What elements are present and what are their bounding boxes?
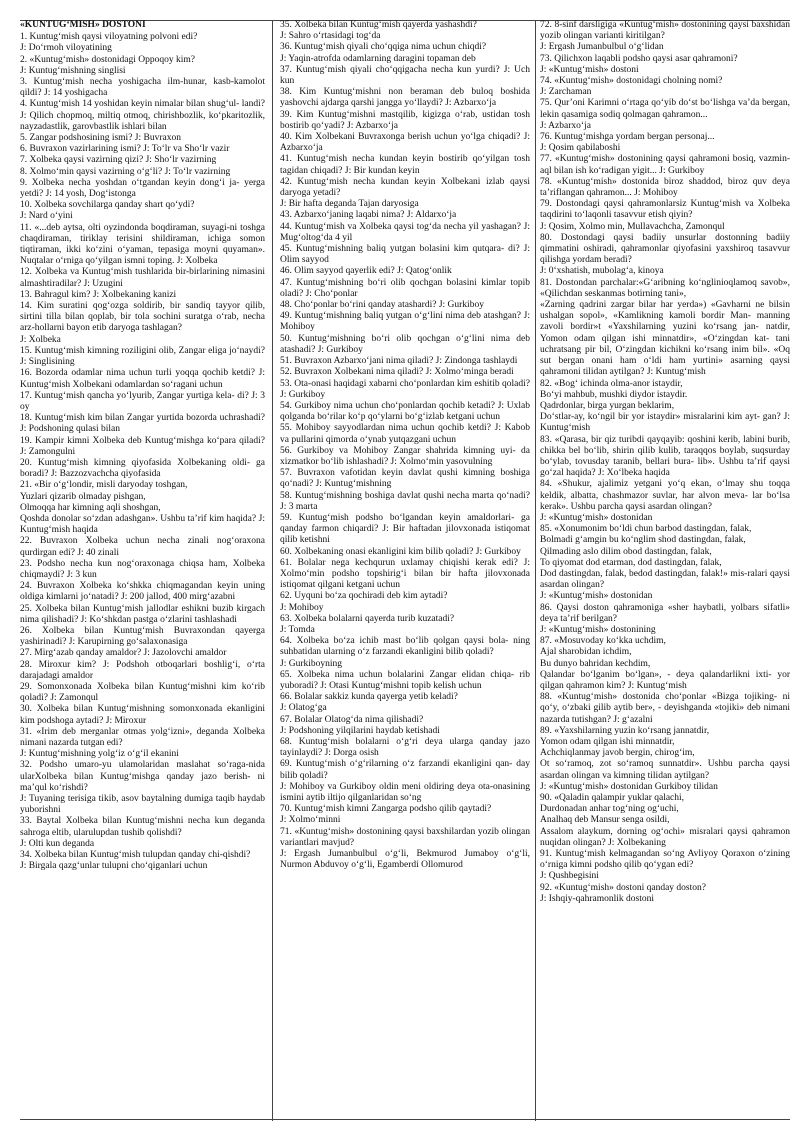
text-line: 4. Kuntug‘mish 14 yoshidan keyin nimalar bilan shug‘ul- landi? J: Qilich chopmoq, miltiq otmoq, chirishbozlik, ko‘pkaritozlik, nayzadastlik, garovbastlik ishlari bilan — [20, 99, 265, 132]
text-line: Qalandar bo‘lganim bo‘lgan», - deya qalandarlikni ixti- yor qilgan qahramon kim? J: Kuntug‘mish — [540, 669, 790, 691]
text-line: 12. Xolbeka va Kuntug‘mish tushlarida bir-birlarining nimasini almashtiradilar? J: Uzugini — [20, 267, 265, 289]
text-line: 22. Buvraxon Xolbeka uchun necha zinali nog‘oraxona qurdirgan edi? J: 40 zinali — [20, 536, 265, 558]
text-line: 1. Kuntug‘mish qaysi viloyatning polvoni edi? — [20, 32, 198, 43]
text-line: Do‘stlar-ay, ko‘ngil bir yor istaydir» misralarini kim ayt- gan? J: Kuntug‘mish — [540, 412, 790, 434]
text-line: 20. Kuntug‘mish kimning qiyofasida Xolbekaning oldi- ga boradi? J: Bazzozvachcha qiyofasida — [20, 457, 265, 480]
text-line: 90. «Qaladin qalampir yuklar qalachi, — [540, 793, 685, 804]
text-line: 59. Kuntug‘mish podsho bo‘lgandan keyin amaldorlari- ga qanday farmon chiqardi? J: Bir haftadan jilovxonada istiqomat qilib ketishni — [280, 512, 530, 546]
text-line: 31. «Irim deb merganlar otmas yolg‘izni», deganda Xolbeka nimani nazarda tutgan edi? — [20, 726, 265, 748]
text-line: Yuzlari qizarib olmaday pishgan, — [20, 491, 146, 502]
text-line: 67. Bolalar Olatog‘da nima qilishadi? — [280, 714, 424, 725]
text-line: 52. Buvraxon Xolbekani nima qiladi? J: Xolmo‘minga beradi — [280, 367, 514, 378]
text-line: Qilmading aslo dilim obod dastingdan, falak, — [540, 546, 712, 557]
text-line: 75. Qur’oni Karimni o‘rtaga qo‘yib do‘st bo‘lishga va’da bergan, lekin qasamiga sodiq qolmagan qahramon... — [540, 98, 790, 120]
text-line: J: Sahro o‘rtasidagi tog‘da — [280, 31, 381, 42]
text-line: 37. Kuntug‘mish qiyali cho‘qqigacha necha kun yurdi? J: Uch kun — [280, 64, 530, 87]
text-line: J: Azbarxo‘ja — [540, 120, 591, 131]
text-line: 69. Kuntug‘mish o‘g‘rilarning o‘z farzandi ekanligini qan- day bilib qoladi? — [280, 759, 530, 781]
text-line: 54. Gurkiboy nima uchun cho‘ponlardan qochib ketadi? J: Uxlab qolganda bo‘rilar ko‘p qo‘ylarni bo‘g‘izlab ketgani uchun — [280, 400, 530, 423]
text-line: 23. Podsho necha kun nog‘oraxonaga chiqsa ham, Xolbeka chiqmaydi? J: 3 kun — [20, 558, 265, 580]
text-line: 55. Mohiboy sayyodlardan nima uchun qochib ketdi? J: Kabob va pullarini qimorda o‘ynab yutqazgani uchun — [280, 423, 530, 445]
text-line: J: Yaqin-atrofda odamlarning daragini topaman deb — [280, 53, 476, 64]
text-line: To qiyomat dod etarman, dod dastingdan, falak, — [540, 557, 722, 568]
text-line: J: Xolmo‘minni — [280, 815, 341, 826]
text-line: 33. Baytal Xolbeka bilan Kuntug‘mishni necha kun deganda sahroga eltib, ularulupdan tushib qolishdi? — [20, 816, 265, 838]
text-line: 88. «Kuntug‘mish» dostonida cho‘ponlar «Bizga tojiking- ni qo‘y, o‘zbaki gilib aytib ber», - deyishganda «tojiki» deb nimani nazarda tutishgan? J: g‘azalni — [540, 692, 790, 725]
text-line: Ajal sharobidan ichdim, — [540, 647, 632, 658]
text-line: 80. Dostondagi qaysi badiiy unsurlar dostonning badiiy qimmatini oshiradi, qahramonlar qiyofasini yaxshiroq tasavvur qilishga yordam beradi? — [540, 232, 790, 266]
text-line: 3. Kuntug‘mish necha yoshigacha ilm-hunar, kasb-kamolot qildi? J: 14 yoshigacha — [20, 77, 265, 99]
text-line: 40. Kim Xolbekani Buvraxonga berish uchun yo‘lga chiqadi? J: Azbarxo‘ja — [280, 132, 530, 154]
text-line: 78. «Kuntug‘mish» dostonida biroz shaddod, biroz quv deya ta’riflangan qahramon... J: Mohiboy — [540, 176, 790, 199]
text-line: 43. Azbarxo‘janing laqabi nima? J: Aldarxo‘ja — [280, 210, 457, 221]
text-line: 15. Kuntug‘mish kimning roziligini olib, Zangar eliga jo‘naydi? J: Singlisining — [20, 345, 265, 368]
text-line: 10. Xolbeka sovchilarga qanday shart qo‘ydi? — [20, 200, 195, 211]
text-line: J: Mohiboy — [280, 602, 324, 613]
text-line: Achchiqlanmay javob bergin, chirog‘im, — [540, 748, 695, 759]
text-line: 50. Kuntug‘mishning bo‘ri olib qochgan o‘g‘lini nima deb atashadi? J: Gurkiboy — [280, 333, 530, 355]
text-line: 62. Uyquni bo‘za qochiradi deb kim aytadi? — [280, 591, 448, 602]
text-line: J: Do‘rmoh viloyatining — [20, 43, 112, 54]
text-line: 58. Kuntug‘mishning boshiga davlat qushi necha marta qo‘nadi? J: 3 marta — [280, 490, 530, 512]
text-line: J: Kuntug‘mishning singlisi — [20, 65, 126, 76]
text-line: 24. Buvraxon Xolbeka ko‘shkka chiqmagandan keyin uning oldiga kimlarni jo‘natadi? J: 200 jallod, 400 mirg‘azabni — [20, 581, 265, 603]
text-line: J: Xolbeka — [20, 334, 61, 345]
text-line: 41. Kuntug‘mish necha kundan keyin bostirib qo‘yilgan tosh tagidan chiqadi? J: Bir kundan keyin — [280, 154, 530, 176]
text-line: 51. Buvraxon Azbarxo‘jani nima qiladi? J: Zindonga tashlaydi — [280, 356, 518, 367]
text-line: 92. «Kuntug‘mish» dostoni qanday doston? — [540, 882, 706, 893]
text-line: Bolmadi g‘amgin bu ko‘nglim shod dastingdan, falak, — [540, 535, 746, 546]
text-line: J: Tomda — [280, 624, 315, 635]
text-line: Bo‘yi mahbub, mushki diydor istaydir. — [540, 389, 688, 400]
text-line: J: Bir hafta deganda Tajan daryosiga — [280, 199, 419, 210]
text-line: 49. Kuntug‘mishning baliq yutgan o‘g‘lini nima deb atashgan? J: Mohiboy — [280, 311, 530, 333]
text-line: Assalom alaykum, dorning og‘ochi» misralari qaysi qahramon nuqidan olingan? J: Xolbekaning — [540, 826, 790, 848]
text-line: J: Gurkiboyning — [280, 658, 343, 669]
text-line: J: Qosim qabilaboshi — [540, 143, 621, 154]
text-line: 42. Kuntug‘mish necha kundan keyin Xolbekani izlab qaysi daryoga yetadi? — [280, 176, 530, 199]
text-line: 85. «Xonumonim bo‘ldi chun barbod dastingdan, falak, — [540, 524, 752, 535]
text-line: J: Qosim, Xolmo min, Mullavachcha, Zamonqul — [540, 221, 725, 232]
column-2-lines — [280, 20, 530, 871]
text-line: J: «Kuntug‘mish» dostoni — [540, 64, 639, 75]
column-3-lines — [540, 20, 790, 905]
text-line: 64. Xolbeka bo‘za ichib mast bo‘lib qolgan qaysi bola- ning suhbatidan ularning o‘z farzandi ekanligini bilib qoladi? — [280, 636, 530, 658]
text-line: 81. Dostondan parchalar:«G‘aribning ko‘nglinioqlamoq savob», «Qilichdan seskanmas botirning tani», — [540, 277, 790, 299]
text-line: 79. Dostondagi qaysi qahramonlarsiz Kuntug‘mish va Xolbeka taqdirini to‘laqonli tasavvur etish qiyin? — [540, 199, 790, 221]
text-line: 35. Xolbeka bilan Kuntug‘mish qayerda yashashdi? — [280, 20, 477, 30]
text-line: 87. «Mosuvoday ko‘kka uchdim, — [540, 636, 666, 647]
column-1 — [20, 20, 265, 1121]
text-line: 32. Podsho umaro-yu ulamolaridan maslahat so‘raga-nida ularXolbeka bilan Kuntug‘mishga qanday jazo berish- ni ma’qul ko‘rishdi? — [20, 760, 265, 793]
column-2 — [280, 20, 530, 1121]
text-line: J: Podshoning yilqilarini haydab ketishadi — [280, 725, 440, 736]
text-line: 82. «Bog‘ ichinda olma-anor istaydir, — [540, 378, 683, 389]
text-line: 86. Qaysi doston qahramoniga «sher haybatli, yolbars sifatli» deya ta’rif berilgan? — [540, 602, 790, 624]
text-line: 91. Kuntug‘mish kelmagandan so‘ng Avliyoy Qoraxon o‘zining o‘rniga kimni podsho qilib qo‘ygan edi? — [540, 849, 790, 871]
text-line: 73. Qilichxon laqabli podsho qaysi asar qahramoni? — [540, 53, 738, 64]
text-line: 56. Gurkiboy va Mohiboy Zangar shahrida kimning uyi- da xizmatkor bo‘lib ishlashadi? J: Xolmo‘min yasovulning — [280, 445, 530, 467]
text-line: 11. «...deb aytsa, olti oyzindonda boqdiraman, suyagi-ni toshga chaqdiraman, tiriklay terisini shildiraman, ichiga somon tiqtiraman, ikki ko‘zini o‘yaman, tepasiga moyni quyaman». Nuqtalar o‘rniga qo‘yilgan ismni toping. J: Xolbeka — [20, 222, 265, 267]
text-line: J: Birgala qazg‘unlar tulupni cho‘qiganlari uchun — [20, 861, 208, 872]
text-line: 83. «Qarasa, bir qiz turibdi qayqayib: qoshini kerib, labini burib, chikka bel bo‘lib, shirin qilib kulib, taraqqos boylab, suqsurday bo‘ylab, tovusday taranib, bellari bura- lib». Ushbu ta’rif qaysi go‘zal haqida? J: Xo‘lbeka haqida — [540, 434, 790, 479]
text-line: Durdonadan anhar tog‘ning og‘uchi, — [540, 804, 679, 815]
text-line: J: «Kuntug‘mish» dostonidan Gurkiboy tilidan — [540, 781, 718, 792]
text-line: 89. «Yaxshilarning yuzin ko‘rsang jannatdir, — [540, 725, 710, 736]
text-line: 34. Xolbeka bilan Kuntug‘mish tulupdan qanday chi-qishdi? — [20, 850, 251, 861]
text-line: 46. Olim sayyod qayerlik edi? J: Qatog‘onlik — [280, 266, 452, 277]
text-line: 39. Kim Kuntug‘mishni mastqilib, kigizga o‘rab, ustidan tosh bostirib qo‘yadi? J: Azbarxo‘ja — [280, 109, 530, 131]
column-divider-2 — [535, 20, 536, 1121]
text-line: 60. Xolbekaning onasi ekanligini kim bilib qoladi? J: Gurkiboy — [280, 546, 521, 557]
text-line: 65. Xolbeka nima uchun bolalarini Zangar elidan chiqa- rib yuboradi? J: Otasi Kuntug‘mishni topib kelish uchun — [280, 669, 530, 691]
text-line: 53. Ota-onasi haqidagi xabarni cho‘ponlardan kim eshitib qoladi? J: Gurkiboy — [280, 378, 530, 400]
text-line: 25. Xolbeka bilan Kuntug‘mish jallodlar eshikni buzib kirgach nima qilishadi? J: Ko‘shkdan pastga o‘zlarini tashlashadi — [20, 603, 265, 625]
text-line: 74. «Kuntug‘mish» dostonidagi cholning nomi? — [540, 76, 723, 87]
text-line: J: Nard o‘yini — [20, 211, 73, 222]
text-line: 71. «Kuntug‘mish» dostonining qaysi baxshilardan yozib olingan variantlari mavjud? — [280, 826, 530, 848]
column-1-lines — [20, 32, 265, 872]
text-line: 72. 8-sinf darsligiga «Kuntug‘mish» dostonining qaysi baxshidan yozib olingan varianti kiritilgan? — [540, 20, 790, 42]
text-line: 77. «Kuntug‘mish» dostonining qaysi qahramoni bosiq, vazmin-aql bilan ish ko‘radigan yigit... J: Gurkiboy — [540, 154, 790, 176]
text-line: 84. «Shukur, ajalimiz yetgani yo‘q ekan, o‘lmay shu toqqa keldik, albatta, chashmazor suvlar, har alvon meva- lar bo‘lsa kerak». Ushbu parcha qaysi asardan olingan? — [540, 479, 790, 512]
text-line: 76. Kuntug‘mishga yordam bergan personaj... — [540, 132, 715, 143]
text-line: 9. Xolbeka necha yoshdan o‘tgandan keyin dong‘i ja- yerga yetdi? J: 14 yosh, Dog‘istonga — [20, 177, 265, 200]
text-line: Yomon odam qilgan ishi minnatdir, — [540, 737, 675, 747]
text-line: 21. «Bir o‘g‘londir, misli daryoday toshgan, — [20, 480, 188, 491]
text-line: Olmoqqa har kimning aqli shoshgan, — [20, 502, 161, 513]
text-line: 17. Kuntug‘mish qancha yo‘lyurib, Zangar yurtiga kela- di? J: 3 oy — [20, 390, 265, 412]
text-line: 30. Xolbeka bilan Kuntug‘mishning somonxonada ekanligini kim podshoga aytadi? J: Miroxur — [20, 704, 265, 726]
text-line: 16. Bozorda odamlar nima uchun turli yoqqa qochib ketdi? J: Kuntug‘mish Xolbekani odamlardan so‘ragani uchun — [20, 368, 265, 390]
text-line: 5. Zangar podshosining ismi? J: Buvraxon — [20, 133, 181, 144]
text-line: 6. Buvraxon vazirlarining ismi? J: To‘lr va Sho‘lr vazir — [20, 144, 230, 155]
text-line: 18. Kuntug‘mish kim bilan Zangar yurtida bozorda uchrashadi? J: Podshoning qulasi bilan — [20, 413, 265, 435]
text-line: 36. Kuntug‘mish qiyali cho‘qqiga nima uchun chiqdi? — [280, 42, 487, 53]
text-line: «Zarning qadrini zargar bilar har yerda») «Gavharni ne bilsin ushalgan sopol», «Kamlikning kamoli bordir Man- manning zavoli bordir»t «Yaxshilarning yuzini ko‘rsang jan- natdir, Yomon odam qilgan ishi minnatdir», «O‘zingdan kat- tani uchratsang pir bil, O‘zingdan kichikni ko‘rsang inim bil». «Oq sut bergan onani ham o‘ldi ham yurtini» asarning qaysi qahramoni tilidan aytilgan? J: Kuntug‘mish — [540, 300, 790, 378]
document-title: «KUNTUG‘MISH» DOSTONI — [20, 20, 146, 30]
text-line: Ot so‘ramoq, zot so‘ramoq sunnatdir». Ushbu parcha qaysi asardan olingan va kimning tilidan aytilgan? — [540, 759, 790, 781]
text-line: 66. Bolalar sakkiz kunda qayerga yetib keladi? — [280, 692, 458, 703]
column-3 — [540, 20, 790, 1121]
text-line: 63. Xolbeka bolalarni qayerda turib kuzatadi? — [280, 613, 455, 624]
text-line: 61. Bolalar nega kechqurun uxlamay chiqishi kerak edi? J: Xolmo‘min podsho topshirig‘i bilan bir hafta jilovxonada istiqomat qilgani ketgani uchun — [280, 557, 530, 591]
text-line: 47. Kuntug‘mishning bo‘ri olib qochgan bolasini kimlar topib oladi? J: Cho‘ponlar — [280, 277, 530, 299]
text-line: J: «Kuntug‘mish» dostonidan — [540, 512, 653, 523]
text-line: 8. Xolmo‘min qaysi vazirning o‘g‘li? J: To‘lr vazirning — [20, 166, 231, 177]
text-line: J: Olti kun deganda — [20, 838, 95, 849]
text-line: J: Kuntug‘mishning yolg‘iz o‘g‘il ekanini — [20, 749, 179, 760]
text-line: J: Tuyaning terisiga tikib, asov baytalning dumiga taqib haydab yuborishni — [20, 794, 265, 816]
text-line: 29. Somonxonada Xolbeka bilan Kuntug‘mishni kim ko‘rib qoladi? J: Zamonqul — [20, 681, 265, 704]
text-line: 13. Bahragul kim? J: Xolbekaning kanizi — [20, 289, 177, 300]
text-line: Analhaq deb Mansur senga osildi, — [540, 815, 670, 826]
text-line: J: 0‘xshatish, mubolag‘a, kinoya — [540, 266, 664, 277]
text-line: J: Qushbegisini — [540, 871, 599, 882]
text-line: 27. Mirg‘azab qanday amaldor? J: Jazolovchi amaldor — [20, 648, 227, 659]
text-line: J: Zarchaman — [540, 87, 592, 98]
text-line: J: Ergash Jumanbulbul o‘g‘li, Bekmurod Jumaboy o‘g‘li, Nurmon Abduvoy o‘g‘li, Egamberdi Ollomurod — [280, 849, 530, 871]
text-line: J: Olatog‘ga — [280, 703, 327, 714]
text-line: J: «Kuntug‘mish» dostonidan — [540, 591, 653, 602]
text-line: 2. «Kuntug‘mish» dostonidagi Oppoqoy kim? — [20, 54, 195, 65]
text-line: 70. Kuntug‘mish kimni Zangarga podsho qilib qaytadi? — [280, 804, 492, 815]
text-line: 14. Kim suratini qog‘ozga soldirib, bir sandiq tayyor qilib, sirtini tilla bilan qoplab, bir tola sochini suratga o‘rab, necha arz-hollarni bayon etib daryoga tashlagan? — [20, 301, 265, 334]
text-line: 19. Kampir kimni Xolbeka deb Kuntug‘mishga ko‘para qiladi? J: Zamongulni — [20, 435, 265, 457]
text-line: Qoshda donolar so‘zdan adashgan». Ushbu ta’rif kim haqida? J: Kuntug‘mish haqida — [20, 513, 265, 536]
text-line: Dod dastingdan, falak, bedod dastingdan, falak!» mis-ralari qaysi asardan olingan? — [540, 568, 790, 591]
text-line: J: Ishqiy-qahramonlik dostoni — [540, 893, 654, 904]
text-line: Qadrdonlar, birga yurgan beklarim, — [540, 400, 675, 411]
text-line: J: «Kuntug‘mish» dostonining — [540, 624, 656, 635]
text-line: 45. Kuntug‘mishning baliq yutgan bolasini kim qutqara- di? J: Olim sayyod — [280, 244, 530, 266]
column-divider-1 — [272, 20, 273, 1121]
text-line: 28. Miroxur kim? J: Podshoh otboqarlari boshlig‘i, o‘rta darajadagi amaldor — [20, 659, 265, 681]
text-line: Bu dunyo bahridan kechdim, — [540, 658, 651, 669]
text-line: 7. Xolbeka qaysi vazirning qizi? J: Sho‘lr vazirning — [20, 155, 217, 166]
text-line: 38. Kim Kuntug‘mishni non beraman deb buloq boshida yashovchi ajdarga qarshi jangga yo‘llaydi? J: Azbarxo‘ja — [280, 87, 530, 109]
text-line: 48. Cho‘ponlar bo‘rini qanday atashardi? J: Gurkiboy — [280, 300, 484, 311]
text-line: 57. Buvraxon vafotidan keyin davlat qushi kimning boshiga qo‘nadi? J: Kuntug‘mishning — [280, 468, 530, 490]
text-line: J: Ergash Jumanbulbul o‘g‘lidan — [540, 42, 664, 53]
text-line: 26. Xolbeka bilan Kuntug‘mish Buvraxondan qayerga yashirinadi? J: Karupirning go‘salaxonasiga — [20, 625, 265, 648]
text-line: J: Mohiboy va Gurkiboy oldin meni oldiring deya ota-onasining ismini aytib iltijo qilganlaridan so‘ng — [280, 781, 530, 804]
text-line: 44. Kuntug‘mish va Xolbeka qaysi tog‘da necha yil yashagan? J: Mug‘oltog‘da 4 yil — [280, 221, 530, 243]
text-line: 68. Kuntug‘mish bolalarni o‘g‘ri deya ularga qanday jazo tayinlaydi? J: Dorga osish — [280, 737, 530, 759]
